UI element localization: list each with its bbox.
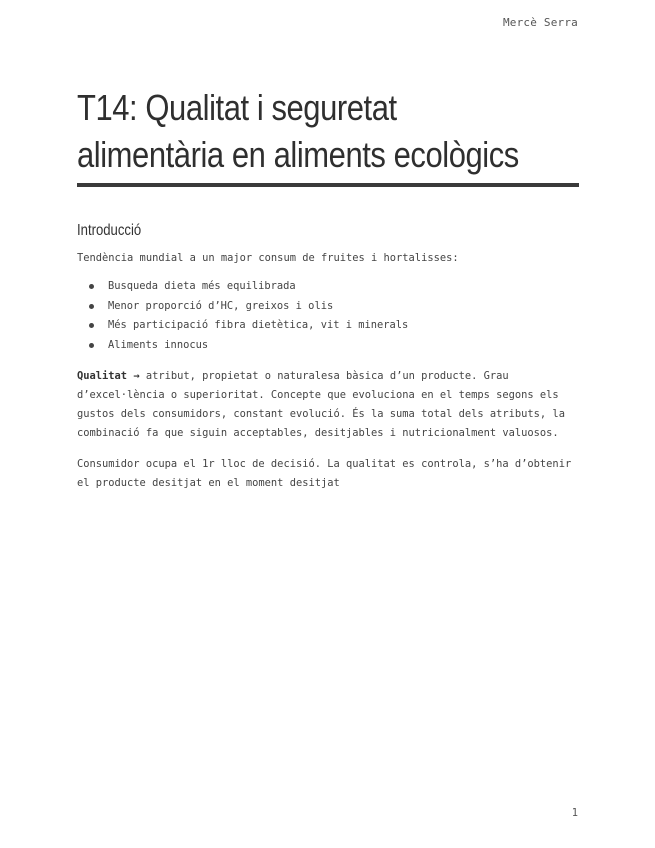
list-item-text: Aliments innocus [108,338,209,351]
section-heading: Introducció [77,222,142,239]
page-number: 1 [571,807,578,819]
quality-term: Qualitat [77,370,128,382]
list-item-text: Més participació fibra dietètica, vit i minerals [108,319,409,331]
quality-paragraph [77,367,582,443]
title-line-1: T14: Qualitat i seguretat [77,87,397,128]
bullet-list [77,277,408,355]
list-item [77,277,408,297]
bullet-dot-icon [89,284,94,289]
bullet-dot-icon [89,304,94,309]
title-line-2: alimentària en aliments ecològics [77,134,519,175]
title-underline [77,183,579,187]
header-author: Mercè Serra [502,16,578,29]
intro-paragraph: Tendència mundial a un major consum de fruites i hortalisses: [77,252,459,264]
list-item [77,297,408,317]
arrow-icon: → [133,370,140,382]
list-item-text: Busqueda dieta més equilibrada [108,280,296,292]
bullet-dot-icon [89,323,94,328]
consumer-paragraph: Consumidor ocupa el 1r lloc de decisió. La qualitat es controla, s’ha d’obtenir el producte desitjat en el moment desitjat [77,458,572,489]
page-title-text [77,84,519,178]
list-item-text: Menor proporció d’HC, greixos i olis [108,299,334,312]
list-item [77,336,408,356]
bullet-dot-icon [89,343,94,348]
quality-definition: atribut, propietat o naturalesa bàsica d’un producte. Grau d’excel·lència o superioritat. Concepte que evoluciona en el temps segons els gustos dels consumidors, constant evolució. És la suma total dels atributs, la combinació fa que siguin acceptables, desitjables i nutricionalment valuosos. [77,370,565,439]
page-title [77,84,579,178]
list-item [77,316,408,336]
